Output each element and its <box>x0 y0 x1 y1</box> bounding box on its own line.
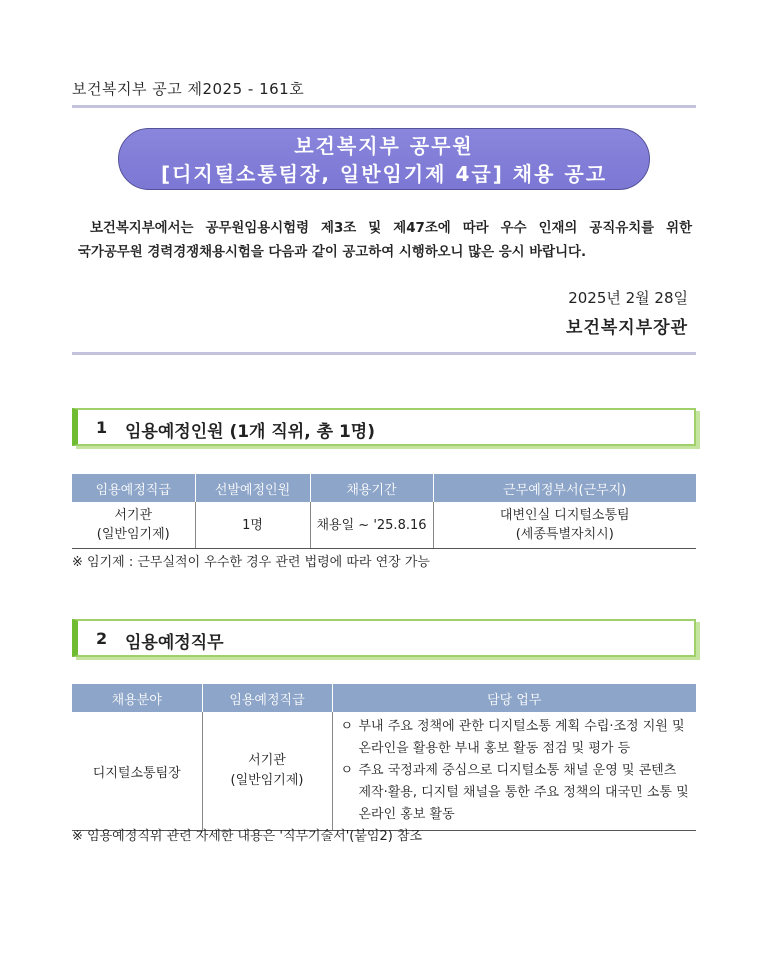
title-line-2: [디지털소통팀장, 일반임기제 4급] 채용 공고 <box>160 162 608 186</box>
section-1-title: 임용예정인원 (1개 직위, 총 1명) <box>125 422 375 442</box>
dept-line-2: (세종특별자치시) <box>515 527 614 542</box>
header-period: 채용기간 <box>310 474 433 502</box>
bullet-icon: ㅇ <box>340 763 354 778</box>
header-department: 근무예정부서(근무지) <box>433 474 696 502</box>
intro-line-2: 국가공무원 경력경쟁채용시험을 다음과 같이 공고하여 시행하오니 많은 응시 바랍니다. <box>78 245 587 260</box>
section-1-number: 1 <box>96 418 108 437</box>
duty-item <box>339 716 691 760</box>
header-grade: 임용예정직급 <box>202 684 332 712</box>
intro-divider <box>72 352 696 355</box>
title-line-1: 보건복지부 공무원 <box>294 134 474 158</box>
duty-text-1: 부내 주요 정책에 관한 디지털소통 계획 수립·조정 지원 및 온라인을 활용한 부내 홍보 활동 점검 및 평가 등 <box>358 719 685 756</box>
cell-period: 채용일 ~ '25.8.16 <box>310 502 433 549</box>
duty-item <box>339 760 691 826</box>
header-count: 선발예정인원 <box>195 474 310 502</box>
document-title <box>118 128 650 190</box>
grade-line-2: (일반임기제) <box>96 527 170 542</box>
cell-grade <box>72 502 195 549</box>
cell-count: 1명 <box>195 502 310 549</box>
notice-date: 2025년 2월 28일 <box>568 289 688 307</box>
header-grade: 임용예정직급 <box>72 474 195 502</box>
section-1-note: ※ 임기제 : 근무실적이 우수한 경우 관련 법령에 따라 연장 가능 <box>72 555 430 570</box>
cell-department <box>433 502 696 549</box>
cell-grade <box>202 712 332 831</box>
bullet-icon: ㅇ <box>340 719 354 734</box>
section-2-title: 임용예정직무 <box>125 633 224 653</box>
duty-table <box>72 684 696 831</box>
section-2-note: ※ 임용예정직위 관련 자세한 내용은 '직무기술서'(붙임2) 참조 <box>72 829 423 844</box>
intro-paragraph <box>78 217 692 265</box>
duty-text-2: 주요 국정과제 중심으로 디지털소통 채널 운영 및 콘텐츠 제작·활용, 디지털 채널을 통한 주요 정책의 대국민 소통 및 온라인 홍보 활동 <box>358 763 689 822</box>
grade-line-1: 서기관 <box>248 753 286 768</box>
table-row <box>72 502 696 549</box>
section-2-heading <box>72 619 696 657</box>
grade-line-1: 서기관 <box>114 508 153 523</box>
section-2-number: 2 <box>96 629 108 648</box>
grade-line-2: (일반임기제) <box>230 773 304 788</box>
cell-field: 디지털소통팀장 <box>72 712 202 831</box>
table-header-row <box>72 474 696 502</box>
section-1-heading <box>72 408 696 446</box>
intro-line-1: 보건복지부에서는 공무원임용시험령 제3조 및 제47조에 따라 우수 인재의 공직유치를 위한 <box>90 221 692 236</box>
table-header-row <box>72 684 696 712</box>
dept-line-1: 대변인실 디지털소통팀 <box>499 508 630 523</box>
issuer-name: 보건복지부장관 <box>566 318 688 338</box>
table-row <box>72 712 696 831</box>
header-field: 채용분야 <box>72 684 202 712</box>
recruitment-count-table <box>72 474 696 549</box>
header-duty: 담당 업무 <box>332 684 696 712</box>
cell-duties <box>332 712 696 831</box>
notice-number: 보건복지부 공고 제2025 - 161호 <box>72 80 305 98</box>
header-divider <box>72 105 696 108</box>
